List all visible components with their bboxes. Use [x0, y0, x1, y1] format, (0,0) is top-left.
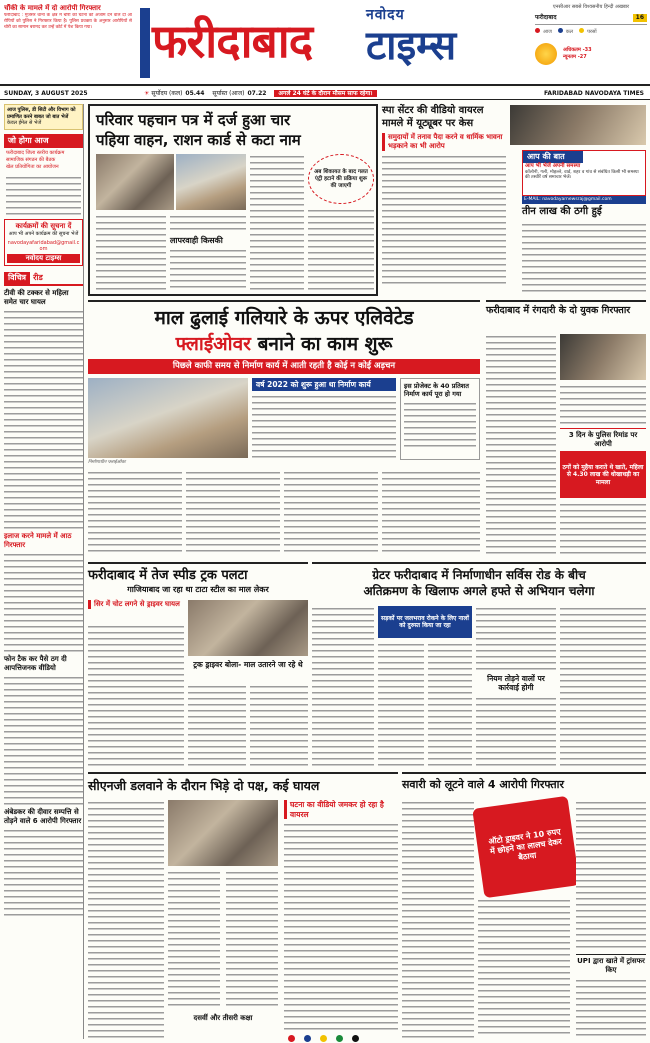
flyover-headline-highlight: फ्लाईओवर: [175, 333, 251, 355]
flyover-story: [88, 300, 480, 558]
greater-col-6: [560, 606, 646, 768]
top-story-col-1: [96, 214, 166, 292]
flyover-headline-2: बनाने का काम शुरू: [257, 333, 393, 355]
sunset-time: 07.22: [247, 89, 267, 97]
spa-headline-2: मामले में यूट्यूबर पर केस: [382, 118, 474, 129]
right-top-story: [382, 104, 646, 296]
aap-ki-baat-body: कॉलोनी, गली, मोहल्ले, वार्ड, शहर व गांव से संबंधित किसी भी समस्या की तस्वीरें वर्ष समाचार भेजें।: [525, 169, 639, 181]
left-notice: आज पुलिस, डी सिटी और विभाग को प्रमाणित करने बाबत जो बात भेजें: [7, 107, 76, 120]
truck-sub: गाजियाबाद जा रहा था टाटा स्टील का माल लेकर: [127, 585, 269, 594]
flyover-photo: [88, 378, 248, 458]
left-notice-2: केवल ईमेल से भेजें: [7, 120, 42, 126]
masthead-left-brief: [4, 4, 132, 82]
robbery-col-2: [478, 898, 570, 1038]
flyover-blue-banner: वर्ष 2022 को शुरू हुआ था निर्माण कार्य: [252, 378, 396, 391]
sunset-label: सूर्यास्त (आज): [212, 89, 245, 97]
masthead-right-panel: एनसीआर सबसे विश्वसनीय हिन्दी अखबार फरीदाबाद 16 आज कल परसों अधिकतम -33 न्यूनतम -27: [535, 4, 647, 82]
flyover-headline-1: माल ढुलाई गलियारे के ऊपर एलिवेटेड: [154, 307, 414, 329]
temp-min: न्यूनतम -27: [563, 54, 587, 60]
left-story-2-body: [4, 552, 83, 652]
cng-video-title: घटना का वीडियो जमकर हो रहा है वायरल: [284, 800, 398, 819]
flyover-caption: निर्माणाधीन फ्लाईओवर: [88, 459, 126, 465]
weather-ticker: अगले 24 घंटे के दौरान मौसम साफ रहेगा।: [274, 90, 376, 98]
top-story-headline-1: परिवार पहचान पत्र में दर्ज हुआ चार: [96, 111, 291, 129]
aap-ki-baat-title: आप की बात: [523, 151, 583, 163]
robbery-burst: ऑटो ड्राइवर ने 10 रुपए में छोड़ने का लालच देकर बैठाया: [472, 796, 580, 898]
agenda-item: फरीदाबाद जिला स्तरीय कार्यक्रम: [6, 149, 65, 156]
top-story-col-2a: [170, 214, 246, 234]
cng-story: [88, 772, 398, 1038]
extortion-col-2: [560, 384, 646, 424]
extortion-col-3: [560, 502, 646, 558]
jo-hoga-aaj: जो होगा आज: [4, 134, 83, 148]
left-story-4-title: अंबेडकर की दीवार सम्पत्ति से तोड़ने वाले 6 आरोपी गिरफ्तार: [4, 807, 82, 825]
flyover-col-1: [88, 470, 182, 556]
aap-ki-baat-box: [522, 150, 646, 196]
registration-swatch: [336, 1035, 343, 1042]
spa-headline-1: स्पा सेंटर की वीडियो वायरल: [382, 105, 484, 116]
truck-photo: [188, 600, 308, 656]
brand-footer: नवोदय टाइम्स: [7, 254, 80, 263]
teen-lakh-body: [522, 222, 646, 292]
dot-icon: [558, 28, 563, 33]
cng-video-box: [284, 800, 398, 1030]
top-story-callout: अब शिकायत के बाद गलत एंट्री हटाने की प्रक्रिया शुरू की जाएगी: [308, 154, 374, 204]
greater-col-2: [378, 642, 424, 768]
flyover-col-2: [186, 470, 280, 556]
robbery-story: [402, 772, 646, 1038]
registration-swatch: [320, 1035, 327, 1042]
agenda-item: खेल प्रतियोगिता का आयोजन: [6, 163, 59, 170]
left-column: [4, 104, 84, 1039]
agenda-item: सामाजिक संगठन की बैठक: [6, 156, 56, 163]
extortion-headline: फरीदाबाद में रंगदारी के दो युवक गिरफ्तार: [486, 305, 631, 316]
vichitra-label: विचित्र: [4, 272, 30, 284]
color-registration-bar: [0, 1034, 650, 1043]
extortion-photo: [560, 334, 646, 380]
cng-photo: [168, 800, 278, 866]
robbery-side: UPI द्वारा खाते में ट्रांसफर किए: [576, 954, 646, 975]
sunrise-time: 05.44: [185, 89, 205, 97]
truck-headline: फरीदाबाद में तेज स्पीड ट्रक पलटा: [88, 568, 248, 583]
brand-small: नवोदय: [366, 7, 405, 23]
spa-body: [382, 154, 506, 284]
paper-name: टाइम्स: [366, 23, 457, 69]
truck-col-2: [188, 684, 246, 768]
flyover-body-top: [252, 394, 396, 460]
vichitra-rest: रीड: [33, 272, 43, 282]
robbery-headline: सवारी को लूटने वाले 4 आरोपी गिरफ्तार: [402, 778, 564, 791]
truck-story: [88, 562, 308, 768]
truck-col-1: [88, 624, 184, 768]
extortion-col-1: [486, 334, 556, 558]
truck-side: सिर में चोट लगने से ड्राइवर घायल: [88, 600, 184, 609]
masthead: [0, 0, 650, 86]
top-story-col-3: [250, 154, 304, 292]
greater-col-3: [428, 642, 472, 768]
brand-bar: [140, 8, 150, 78]
truck-col-3: [250, 684, 308, 768]
registration-swatch: [304, 1035, 311, 1042]
teen-lakh-headline: तीन लाख की ठगी हुई: [522, 206, 602, 217]
sun-icon: [535, 43, 557, 65]
edition-city: फरीदाबाद: [535, 14, 557, 22]
top-story-sublabel: लापरवाही किसकी: [170, 236, 223, 245]
truck-quote: ट्रक ड्राइवर बोला- माल उतारने जा रहे थे: [193, 660, 303, 669]
left-story-2-title: इलाज करने मामले में आठ गिरफ्तार: [4, 531, 72, 549]
flyover-inset-title: इस प्रोजेक्ट के 40 प्रतिशत निर्माण कार्य पूरा हो गया: [404, 381, 469, 398]
robbery-col-4: [576, 978, 646, 1038]
dot-icon: [579, 28, 584, 33]
tagline: एनसीआर सबसे विश्वसनीय हिन्दी अखबार: [552, 4, 630, 10]
cng-bottom-note: दसवीं और तीसरी कक्षा: [193, 1014, 253, 1022]
left-story-3-title: फोन टैक कर पैसे ठग दी आपत्तिजनक वीडियो: [4, 654, 67, 672]
flyover-inset-body: [404, 401, 476, 447]
left-story-1-title: टीवी की टक्कर से महिला समेत चार घायल: [4, 288, 69, 306]
edition-label: FARIDABAD NAVODAYA TIMES: [544, 89, 644, 97]
top-story-photo-2: [176, 154, 246, 210]
top-story-photo-1: [96, 154, 174, 210]
page-count: 16: [633, 14, 647, 22]
registration-swatch: [288, 1035, 295, 1042]
karyakram-body: आप भी अपने कार्यक्रम की सूचना भेजें: [8, 230, 79, 237]
greater-story: [312, 562, 646, 768]
remand-box: 3 दिन के पुलिस रिमांड पर आरोपी: [560, 428, 646, 452]
cng-col-2: [168, 870, 220, 1010]
robbery-col-1: [402, 800, 474, 1038]
greater-sub: नियम तोड़ने वालों पर कार्रवाई होगी: [487, 674, 545, 692]
karyakram-email[interactable]: navodayafaridabad@gmail.com: [7, 239, 80, 252]
flyover-col-4: [382, 470, 480, 556]
left-story-4-body: [4, 828, 83, 920]
cng-col-3: [226, 870, 278, 1010]
date: SUNDAY, 3 AUGUST 2025: [4, 89, 88, 97]
karyakram-title: कार्यक्रमों की सूचना दें: [15, 221, 72, 230]
spa-photo: [510, 105, 646, 145]
brief-body: फरीदाबाद : मुजेसर थाना के क्षेत्र में चोरी की घटना को अंजाम देने वाले दो आरोपियों को पुलिस ने गिरफ्तार किया है। पुलिस प्रवक्ता के अनुसार आरोपियों से चोरी का सामान बरामद कर उन्हें कोर्ट में पेश किया गया।: [4, 13, 132, 30]
top-story: [88, 104, 378, 296]
left-story-1-body: [4, 309, 83, 529]
flyover-col-3: [284, 470, 378, 556]
agenda-filler: [6, 175, 81, 215]
greater-headline-1: ग्रेटर फरीदाबाद में निर्माणाधीन सर्विस रोड के बीच: [372, 568, 586, 582]
left-story-3-body: [4, 675, 83, 805]
greater-col-4: [476, 606, 556, 670]
top-story-col-2b: [170, 248, 246, 292]
city-name: फरीदाबाद: [152, 14, 313, 68]
robbery-col-3: [576, 800, 646, 950]
temp-max: अधिकतम -33: [563, 47, 592, 53]
top-story-headline-2: पहिया वाहन, राशन कार्ड से कटा नाम: [96, 131, 301, 149]
thug-box: ठगों को मुहैया कराते थे खाते, महिला से 4.30 लाख की धोखाधड़ी का मामला: [560, 452, 646, 498]
greater-headline-2: अतिक्रमण के खिलाफ अगले हफ्ते से अभियान चलेगा: [363, 584, 595, 598]
brief-headline: चौंकी के मामले में दो आरोपी गिरफ्तार: [4, 4, 101, 12]
cng-video-body: [284, 822, 398, 1030]
flyover-banner: पिछले काफी समय से निर्माण कार्य में आती रहती है कोई न कोई अड़चन: [88, 359, 480, 374]
greater-col-5: [476, 696, 556, 768]
spa-sub: समुदायों में तनाव पैदा करने व धार्मिक भावना भड़काने का भी आरोप: [382, 133, 506, 151]
aap-ki-baat-email[interactable]: E-MAIL: navodayarnewsraj@gmail.com: [522, 196, 646, 204]
top-story-col-4: [308, 208, 374, 292]
cng-headline: सीएनजी डलवाने के दौरान भिड़े दो पक्ष, कई घायल: [88, 778, 320, 793]
dot-icon: [535, 28, 540, 33]
registration-swatch: [352, 1035, 359, 1042]
greater-callout: सड़कों पर जलभराव रोकने के लिए नालों को दुरुस्त किया जा रहा: [378, 606, 472, 638]
aap-ki-baat-sub: आप भी भेजें अपनी समस्या: [525, 163, 581, 169]
flyover-inset: [400, 378, 480, 460]
sunrise-label: सूर्योदय (कल): [151, 89, 183, 97]
sun-icon: ☀: [144, 89, 150, 97]
cng-col-1: [88, 800, 164, 1038]
dateline-bar: [0, 88, 650, 100]
greater-col-1: [312, 606, 374, 768]
extortion-story: [486, 300, 646, 558]
